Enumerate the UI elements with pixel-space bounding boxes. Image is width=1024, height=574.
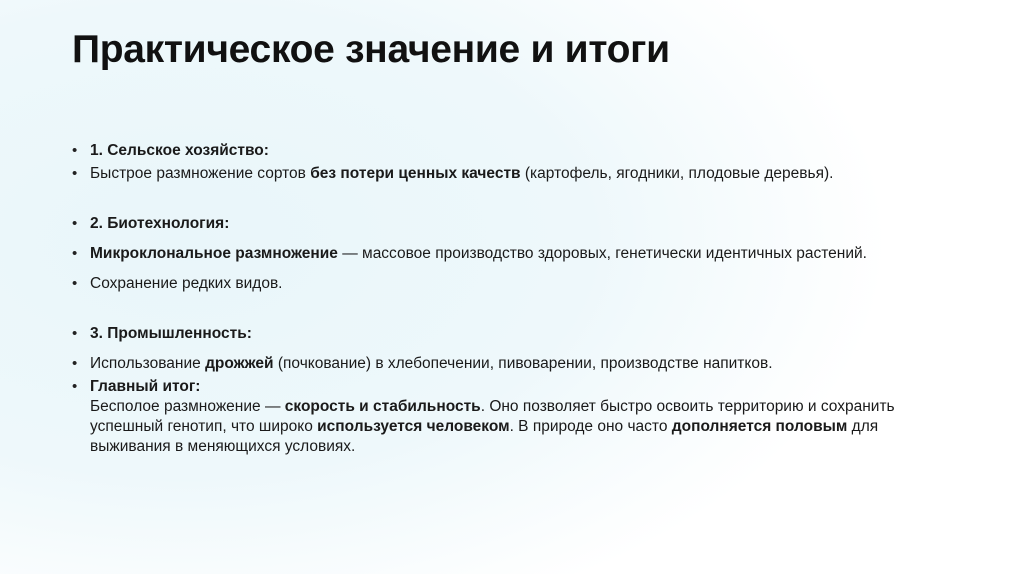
- final-body: Бесполое размножение — скорость и стабильность. Оно позволяет быстро освоить территорию и сохранить успешный генотип, что широко используется человеком. В природе оно часто дополняется половым для выживания в меняющихся условиях.: [90, 398, 895, 455]
- spacer: [68, 186, 958, 213]
- section-heading-3: 3. Промышленность:: [90, 325, 252, 342]
- section-2-item-1: Микроклональное размножение — массовое производство здоровых, генетически идентичных растений.: [90, 245, 867, 262]
- bullet-icon: •: [72, 325, 78, 342]
- spacer: [68, 296, 958, 323]
- list-item: [68, 273, 958, 294]
- section-heading-2: 2. Биотехнология:: [90, 215, 230, 232]
- bullet-icon: •: [72, 245, 78, 262]
- page-title: Практическое значение и итоги: [72, 28, 670, 71]
- list-item: [68, 140, 958, 161]
- list-item-final: [68, 376, 958, 457]
- list-item: [68, 163, 958, 184]
- bullet-icon: •: [72, 142, 78, 159]
- final-heading: Главный итог:: [90, 378, 201, 395]
- bullet-icon: •: [72, 165, 78, 182]
- bullet-icon: •: [72, 355, 78, 372]
- slide-content: [68, 140, 958, 459]
- spacer: [68, 236, 958, 243]
- bullet-icon: •: [72, 378, 78, 395]
- section-3-item-1: Использование дрожжей (почкование) в хлебопечении, пивоварении, производстве напитков.: [90, 355, 773, 372]
- list-item: [68, 323, 958, 344]
- bullet-icon: •: [72, 215, 78, 232]
- list-item: [68, 353, 958, 374]
- spacer: [68, 346, 958, 353]
- list-item: [68, 243, 958, 264]
- section-heading-1: 1. Сельское хозяйство:: [90, 142, 269, 159]
- bullet-icon: •: [72, 275, 78, 292]
- spacer: [68, 266, 958, 273]
- list-item: [68, 213, 958, 234]
- section-1-item-1: Быстрое размножение сортов без потери ценных качеств (картофель, ягодники, плодовые деревья).: [90, 165, 834, 182]
- section-2-item-2: Сохранение редких видов.: [90, 275, 283, 292]
